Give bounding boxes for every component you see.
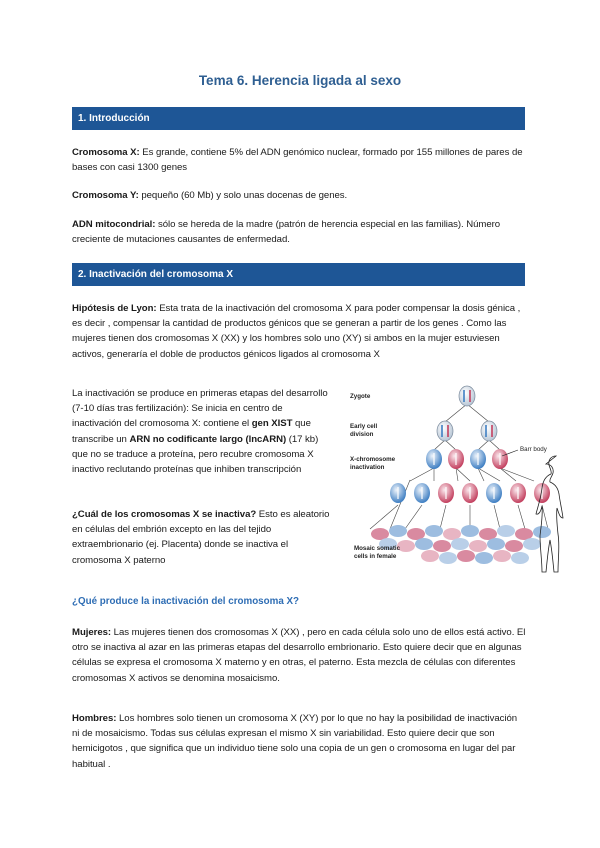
- page-title: Tema 6. Herencia ligada al sexo: [198, 73, 402, 88]
- x-inactivation-figure: [350, 384, 580, 590]
- label-zygote: Zygote: [350, 393, 371, 400]
- daughter-cells-row: [390, 483, 550, 503]
- label-barr-body: Barr body: [520, 446, 547, 453]
- section-header-inactivation: 2. Inactivación del cromosoma X: [72, 263, 525, 286]
- paragraph-which-x: ¿Cuál de los cromosomas X se inactiva? Esto es aleatorio en células del embrión excepto en las del tejido extraembrionario (ej. Placenta) donde se inactiva el cromosoma X paterno: [72, 509, 330, 566]
- term-cromosoma-y: Cromosoma Y:: [72, 190, 139, 201]
- section-header-intro: 1. Introducción: [72, 107, 525, 130]
- label-early-division-1: Early cell: [350, 423, 378, 430]
- term-hombres: Hombres:: [72, 713, 117, 724]
- term-gen-xist: gen XIST: [251, 418, 293, 430]
- label-mosaic-1: Mosaic somatic: [354, 545, 401, 552]
- label-early-division-2: division: [350, 431, 374, 438]
- paragraph-lyon: Hipótesis de Lyon: Esta trata de la inactivación del cromosoma X para poder compensar la dosis génica , es decir , compensar la cantidad de productos génicos que se generan a partir de los genes . Como las mujeres tienen dos cromosomas X (XX) y los hombres solo uno (XY) si ambos en la mujer estuviesen activos, generaría el doble de productos génicos ligados al cromosoma X: [72, 303, 521, 360]
- term-adn-mitocondrial: ADN mitocondrial:: [72, 219, 156, 230]
- term-cual-se-inactiva: ¿Cuál de los cromosomas X se inactiva?: [72, 509, 257, 520]
- x-inactivation-row: [426, 449, 508, 469]
- label-x-inactivation-1: X-chromosome: [350, 456, 396, 463]
- term-hipotesis-lyon: Hipótesis de Lyon:: [72, 303, 157, 314]
- term-cromosoma-x: Cromosoma X:: [72, 147, 140, 158]
- term-lncarn: ARN no codificante largo (lncARN): [129, 433, 287, 445]
- paragraph-cromosoma-y: Cromosoma Y: pequeño (60 Mb) y solo unas docenas de genes.: [72, 190, 348, 201]
- label-mosaic-2: cells in female: [354, 553, 397, 560]
- term-mujeres: Mujeres:: [72, 627, 112, 638]
- paragraph-adn-mitocondrial: ADN mitocondrial: sólo se hereda de la madre (patrón de herencia especial en las familias). Número creciente de mutaciones causantes de enfermedad.: [72, 219, 501, 246]
- paragraph-inactivation-process: La inactivación se produce en primeras etapas del desarrollo (7-10 días tras fertilización): Se inicia en centro de inactivación del cromosoma X: contiene el gen XIST que transcribe un ARN no codificante largo (lncARN) (17 kb) que no se traduce a proteína, pero recubre cromosoma X inactivo reclutando proteínas que inhiben transcripción: [72, 388, 328, 476]
- subheading-question: ¿Qué produce la inactivación del cromosoma X?: [72, 596, 300, 607]
- label-x-inactivation-2: inactivation: [350, 464, 385, 471]
- early-division-cells: [437, 421, 497, 441]
- paragraph-cromosoma-x: Cromosoma X: Es grande, contiene 5% del ADN genómico nuclear, formado por 155 millones de pares de bases con casi 1300 genes: [72, 147, 523, 174]
- zygote-cell: [459, 386, 475, 406]
- female-silhouette: [536, 456, 563, 572]
- paragraph-hombres: Hombres: Los hombres solo tienen un cromosoma X (XY) por lo que no hay la posibilidad de inactivación ni de mosaicismo. Todas sus células expresan el mismo X sin variabilidad. Esto quiere decir que son hemicigotos , que significa que un individuo tiene solo una copia de un gen o cromosoma en lugar del par habitual .: [72, 713, 518, 770]
- paragraph-mujeres: Mujeres: Las mujeres tienen dos cromosomas X (XX) , pero en cada célula solo uno de ellos está activo. El otro se inactiva al azar en las primeras etapas del desarrollo embrionario. Esto quiere decir que en algunas células se expresa el cromosoma X materno y en otras, el paterno. Esta mezcla de células con diferentes cromosomas X activos se denomina mosaicismo.: [72, 627, 526, 684]
